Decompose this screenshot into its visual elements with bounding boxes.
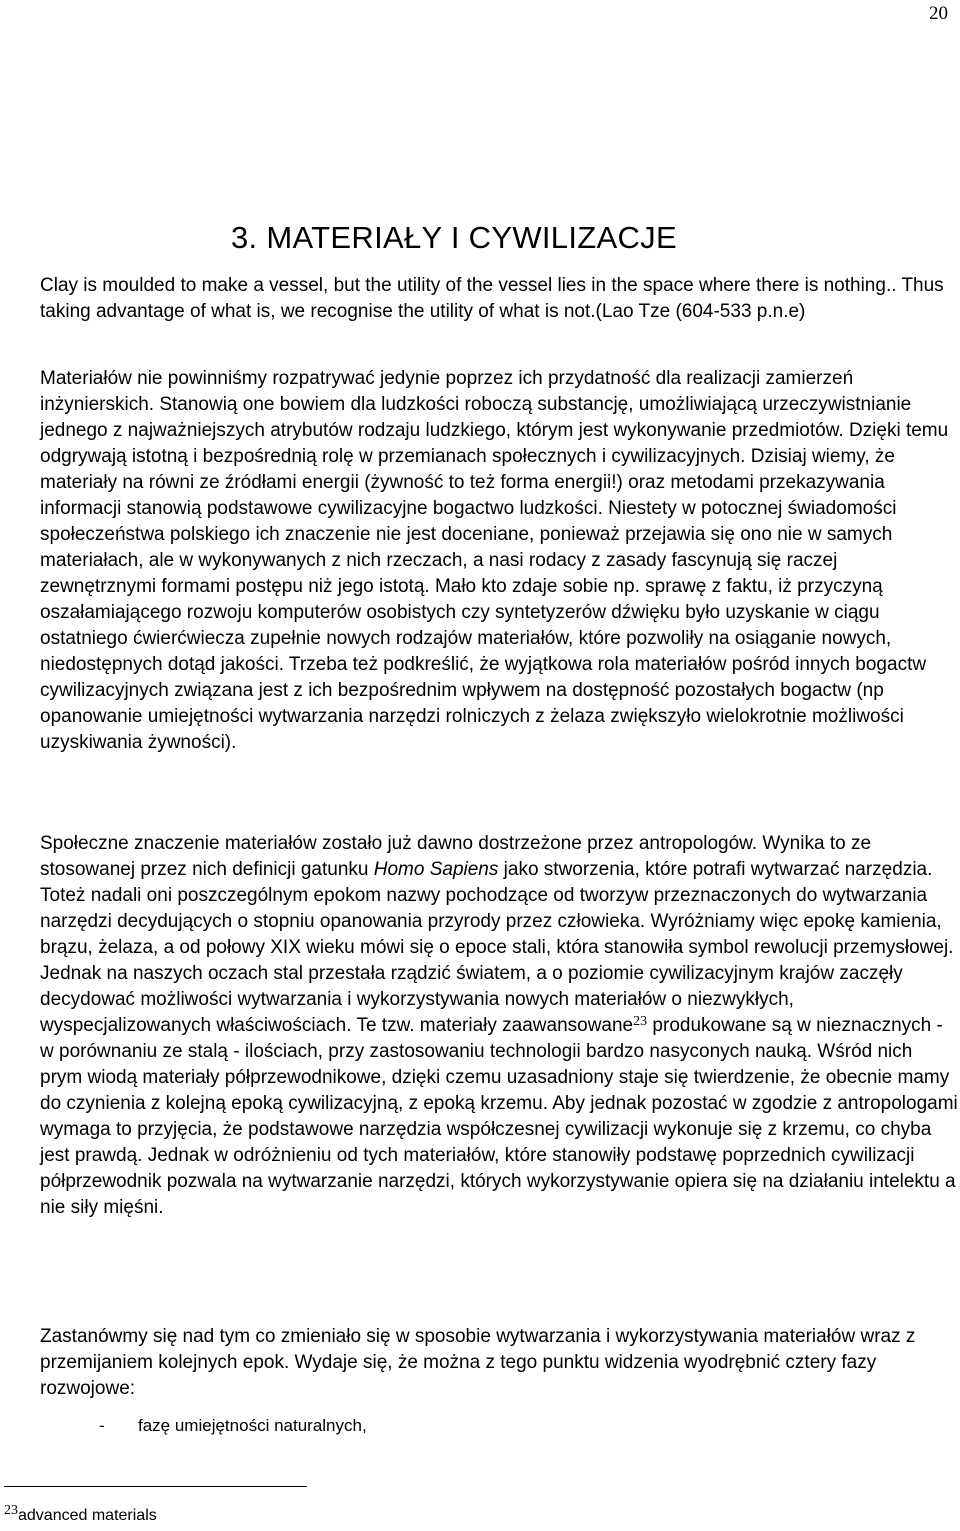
footnote-separator — [4, 1486, 307, 1487]
paragraph-2-part-a: Społeczne znaczenie materiałów zostało już dawno dostrzeżone przez antropologów. Wynika to ze stosowanej przez nich definicji gatunku — [40, 833, 872, 880]
footnote-reference: 23 — [633, 1014, 648, 1029]
paragraph-2-part-b: jako stworzenia, które potrafi wytwarzać narzędzia. Toteż nadali oni poszczególnym epokom nazwy pochodzące od tworzyw przeznaczonych do wytwarzania narzędzi decydujących o stopniu opanowania przyrody przez człowieka. Wyróżniamy więc epokę kamienia, brązu, żelaza, a od połowy XIX wieku mówi się o epoce stali, która stanowiła symbol rewolucji przemysłowej. Jednak na naszych oczach stal przestała rządzić światem, a o poziomie cywilizacyjnym krajów zaczęły decydować możliwości wytwarzania i wykorzystywania nowych materiałów o niezwykłych, wyspecjalizowanych właściwościach. Te tzw. materiały zaawansowane — [40, 859, 954, 1036]
motto-quote: Clay is moulded to make a vessel, but the utility of the vessel lies in the space where there is nothing.. Thus taking advantage of what is, we recognise the utility of what is not.(Lao Tze (604-533 p.n.e) — [40, 275, 944, 322]
footnote — [4, 1503, 157, 1525]
paragraph-2 — [40, 831, 958, 1221]
phase-list — [99, 1416, 367, 1436]
paragraph-1: Materiałów nie powinniśmy rozpatrywać jedynie poprzez ich przydatność dla realizacji zamierzeń inżynierskich. Stanowią one bowiem dla ludzkości roboczą substancję, umożliwiającą urzeczywistnianie jednego z najważniejszych atrybutów rodzaju ludzkiego, którym jest wykonywanie przedmiotów. Dzięki temu odgrywają istotną i bezpośrednią rolę w przemianach społecznych i cywilizacyjnych. Dzisiaj wiemy, że materiały na równi ze źródłami energii (żywność to też forma energii!) oraz metodami przekazywania informacji stanowią podstawowe cywilizacyjne bogactwo ludzkości. Niestety w potocznej świadomości społeczeństwa polskiego ich znaczenie nie jest doceniane, ponieważ przejawia się ono nie w samych materiałach, ale w wykonywanych z nich rzeczach, a nasi rodacy z zasady fascynują się raczej zewnętrznymi formami postępu niż jego istotą. Mało kto zdaje sobie np. sprawę z faktu, iż przyczyną oszałamiającego rozwoju komputerów osobistych czy syntetyzerów dźwięku było uzyskanie w ciągu ostatniego ćwierćwiecza zupełnie nowych rodzajów materiałów, które pozwoliły na osiąganie nowych, niedostępnych dotąd jakości. Trzeba też podkreślić, że wyjątkowa rola materiałów pośród innych bogactw cywilizacyjnych związana jest z ich bezpośrednim wpływem na dostępność pozostałych bogactw (np opanowanie umiejętności wytwarzania narzędzi rolniczych z żelaza zwiększyło wielokrotnie możliwości uzyskiwania żywności). — [40, 368, 949, 753]
page-number: 20 — [929, 3, 948, 24]
list-item — [99, 1416, 367, 1436]
list-marker: - — [99, 1416, 105, 1435]
footnote-text: advanced materials — [18, 1507, 157, 1524]
chapter-title: 3. MATERIAŁY I CYWILIZACJE — [231, 220, 677, 255]
list-item-text: fazę umiejętności naturalnych, — [138, 1416, 367, 1435]
species-name: Homo Sapiens — [373, 859, 499, 880]
paragraph-3: Zastanówmy się nad tym co zmieniało się w sposobie wytwarzania i wykorzystywania materiałów wraz z przemijaniem kolejnych epok. Wydaje się, że można z tego punktu widzenia wyodrębnić cztery fazy rozwojowe: — [40, 1326, 916, 1399]
footnote-mark: 23 — [4, 1503, 18, 1518]
paragraph-2-part-c: produkowane są w nieznacznych - w porównaniu ze stalą - ilościach, przy zastosowaniu technologii bardzo nasyconych nauką. Wśród nich prym wiodą materiały półprzewodnikowe, dzięki czemu uzasadniony staje się twierdzenie, że obecnie mamy do czynienia z kolejną epoką cywilizacyjną, z epoką krzemu. Aby jednak pozostać w zgodzie z antropologami wymaga to przyjęcia, że podstawowe narzędzia współczesnej cywilizacji wykonuje się z krzemu, co chyba jest prawdą. Jednak w odróżnieniu od tych materiałów, które stanowiły podstawę poprzednich cywilizacji półprzewodnik pozwala na wytwarzanie narzędzi, których wykorzystywanie opiera się na działaniu intelektu a nie siły mięśni. — [40, 1015, 958, 1218]
